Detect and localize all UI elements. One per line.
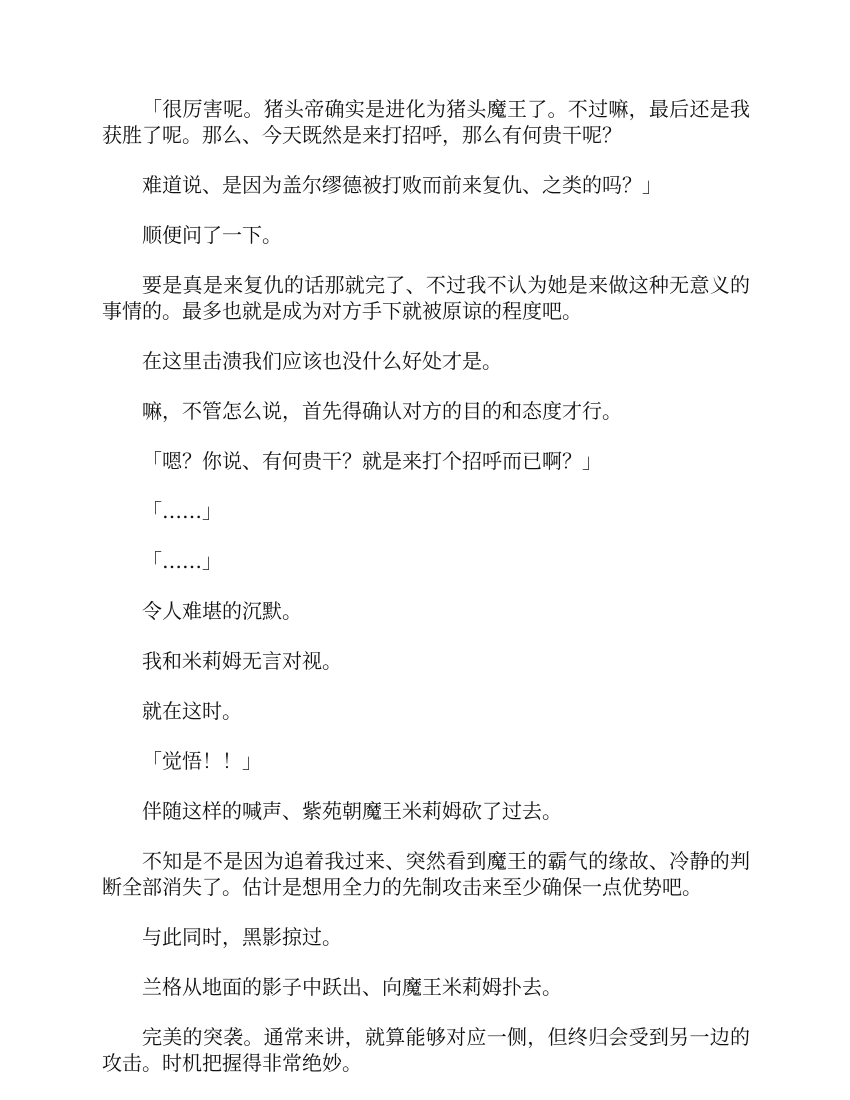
paragraph: 伴随这样的喊声、紫苑朝魔王米莉姆砍了过去。 [142,799,562,823]
paragraph: 我和米莉姆无言对视。 [142,649,342,673]
paragraph: 在这里击溃我们应该也没什么好处才是。 [142,349,502,373]
paragraph: 「……」 [142,499,222,523]
paragraph: 与此同时，黑影掠过。 [142,925,342,949]
paragraph: 「觉悟！！」 [142,749,262,773]
paragraph: 要是真是来复仇的话那就完了、不过我不认为她是来做这种无意义的事情的。最多也就是成为对方手下就被原谅的程度吧。 [102,273,750,323]
paragraph: 难道说、是因为盖尔缪德被打败而前来复仇、之类的吗？」 [142,173,662,197]
paragraph: 顺便问了一下。 [142,223,282,247]
paragraph: 令人难堪的沉默。 [142,599,302,623]
paragraph: 嘛，不管怎么说，首先得确认对方的目的和态度才行。 [142,399,622,423]
paragraph: 就在这时。 [142,699,242,723]
document-page [102,96,750,1100]
paragraph: 「……」 [142,549,222,573]
paragraph: 完美的突袭。通常来讲，就算能够对应一侧，但终归会受到另一边的攻击。时机把握得非常绝妙。 [102,1025,750,1075]
paragraph: 「嗯？你说、有何贵干？就是来打个招呼而已啊？」 [142,449,602,473]
paragraph: 「很厉害呢。猪头帝确实是进化为猪头魔王了。不过嘛，最后还是我获胜了呢。那么、今天既然是来打招呼，那么有何贵干呢？ [102,97,750,147]
paragraph: 兰格从地面的影子中跃出、向魔王米莉姆扑去。 [142,975,562,999]
paragraph: 不知是不是因为追着我过来、突然看到魔王的霸气的缘故、冷静的判断全部消失了。估计是想用全力的先制攻击来至少确保一点优势吧。 [102,849,750,899]
